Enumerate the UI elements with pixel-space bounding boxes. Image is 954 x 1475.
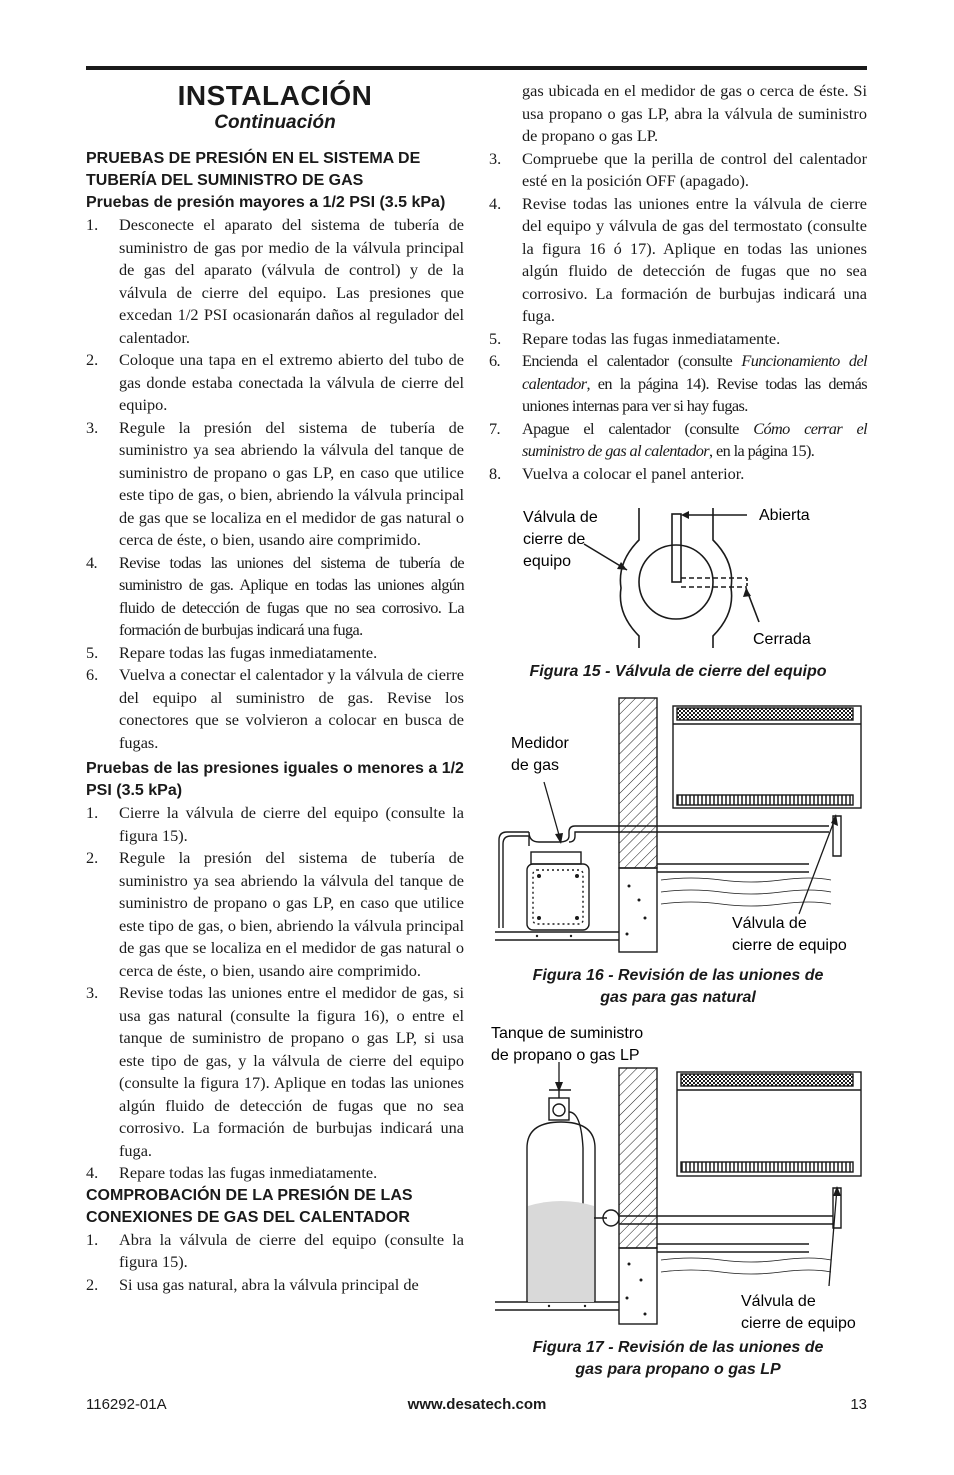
figure-15-valve-diagram	[489, 500, 867, 660]
list-item: 3. Compruebe que la perilla de control del calentador esté en la posición OFF (apagado).	[489, 148, 867, 190]
list-item: 4. Repare todas las fugas inmediatamente.	[86, 1163, 378, 1182]
fig17-label-valve-2: cierre de equipo	[741, 1315, 856, 1332]
list-item: 3. Revise todas las uniones entre el medidor de gas, si usa gas natural (consulte la figura 16), o entre el tanque de suministro de propano o gas LP, si usa este tipo de gas, y la válvula de cierre del equipo (consulte la figura 17). Aplique en todas las uniones algún fluido de detección de fugas que no sea corrosivo. La formación de burbujas indicará una fuga.	[86, 983, 464, 1160]
list-item: 5. Repare todas las fugas inmediatamente.	[489, 328, 781, 348]
list-item: 4. Revise todas las uniones entre la válvula de cierre del equipo y válvula de gas del termostato (consulte la figura 16 ó 17). Aplique en todas las uniones algún fluido de detección de fugas que no sea corrosivo. La formación de burbujas indicará una fuga.	[489, 193, 867, 325]
list-item: 4. Revise todas las uniones del sistema de tubería de suministro de gas. Aplique en todas las uniones algún fluido de detección de fugas que no sea corrosivo. La formación de burbujas indicará una fuga.	[86, 552, 464, 639]
website-link[interactable]: www.desatech.com	[407, 1396, 547, 1413]
fig16-label-meter-1: Medidor	[511, 735, 569, 752]
right-column	[489, 80, 867, 485]
top-rule	[86, 66, 867, 70]
fig17-label-tank-1: Tanque de suministro	[491, 1025, 644, 1042]
figure-17-propane-diagram	[489, 1018, 867, 1338]
section-heading-heater-connections: COMPROBACIÓN DE LA PRESIÓN DE LAS CONEXIONES DE GAS DEL CALENTADOR	[86, 1186, 413, 1226]
fig15-label-closed: Cerrada	[753, 631, 811, 648]
section-heading-pressure-tests: PRUEBAS DE PRESIÓN EN EL SISTEMA DE TUBERÍA DEL SUMINISTRO DE GAS	[86, 150, 421, 189]
list-item: 6. Encienda el calentador (consulte Funcionamiento del calentador, en la página 14). Revise todas las demás uniones internas para ver si hay fugas.	[489, 351, 867, 415]
list-heater-connections	[86, 1229, 464, 1297]
subheading-under-half-psi: Pruebas de las presiones iguales o menores a 1/2 PSI (3.5 kPa)	[86, 760, 464, 799]
continued-text: gas ubicada en el medidor de gas o cerca de éste. Si usa propano o gas LP, abra la válvula de suministro de propano o gas LP.	[522, 81, 867, 145]
page-title: INSTALACIÓN	[177, 80, 373, 111]
doc-number: 116292-01A	[86, 1396, 167, 1413]
fig15-label-valve-3: equipo	[523, 553, 572, 570]
left-column	[86, 80, 464, 1296]
fig15-label-valve-2: cierre de	[523, 531, 586, 548]
fig16-label-valve-1: Válvula de	[732, 915, 807, 932]
list-item: 3. Regule la presión del sistema de tubería de suministro ya sea abriendo la válvula del tanque de suministro de propano o gas LP, en caso que utilice este tipo de gas, o bien, abriendo la válvula principal de gas que se localiza en el medidor de gas natural o cerca de éste, o bien, usando aire comprimido.	[86, 417, 464, 549]
figure-16-natural-gas-diagram	[489, 696, 867, 958]
page-number: 13	[850, 1396, 867, 1413]
list-item: 5. Repare todas las fugas inmediatamente.	[86, 642, 378, 662]
list-item: 7. Apague el calentador (consulte Cómo cerrar el suministro de gas al calentador, en la página 15).	[489, 418, 867, 460]
list-item: 1. Abra la válvula de cierre del equipo (consulte la figura 15).	[86, 1229, 464, 1271]
list-under-half-psi	[86, 802, 464, 1185]
list-heater-connections-cont	[489, 148, 867, 486]
list-over-half-psi	[86, 214, 464, 754]
fig16-label-valve-2: cierre de equipo	[732, 937, 847, 954]
fig17-label-tank-2: de propano o gas LP	[491, 1047, 640, 1064]
list-item: 2. Coloque una tapa en el extremo abierto del tubo de gas donde estaba conectada la válvula de cierre del equipo.	[86, 350, 464, 414]
subheading-over-half-psi: Pruebas de presión mayores a 1/2 PSI (3.5 kPa)	[86, 194, 446, 211]
figure-17-caption: Figura 17 - Revisión de las uniones de gas para propano o gas LP	[532, 1339, 824, 1378]
list-item: 1. Cierre la válvula de cierre del equipo (consulte la figura 15).	[86, 803, 464, 845]
page-subtitle: Continuación	[214, 112, 336, 133]
fig15-label-valve-1: Válvula de	[523, 509, 598, 526]
list-item: 2. Si usa gas natural, abra la válvula principal de	[86, 1274, 419, 1294]
fig15-label-open: Abierta	[759, 507, 810, 524]
fig16-label-meter-2: de gas	[511, 757, 560, 774]
list-item: 6. Vuelva a conectar el calentador y la válvula de cierre del equipo al suministro de gas. Revise los conectores que se volvieron a colocar en busca de fugas.	[86, 665, 464, 752]
list-item: 2. Regule la presión del sistema de tubería de suministro ya sea abriendo la válvula del tanque de suministro de propano o gas LP, en caso que utilice este tipo de gas, o bien, abriendo la válvula principal de gas que se localiza en el medidor de gas natural o cerca de éste, o bien, usando aire comprimido.	[86, 848, 464, 980]
figure-15-caption: Figura 15 - Válvula de cierre del equipo	[529, 663, 827, 680]
list-item: 1. Desconecte el aparato del sistema de tubería de suministro de gas por medio de la válvula principal de gas del aparato (válvula de control) y de la válvula de cierre del equipo. Las presiones que excedan 1/2 PSI ocasionarán daños al regulador del calentador.	[86, 215, 464, 347]
fig17-label-valve-1: Válvula de	[741, 1293, 816, 1310]
list-item: 8. Vuelva a colocar el panel anterior.	[489, 463, 745, 483]
figure-16-caption: Figura 16 - Revisión de las uniones de gas para gas natural	[532, 967, 824, 1006]
